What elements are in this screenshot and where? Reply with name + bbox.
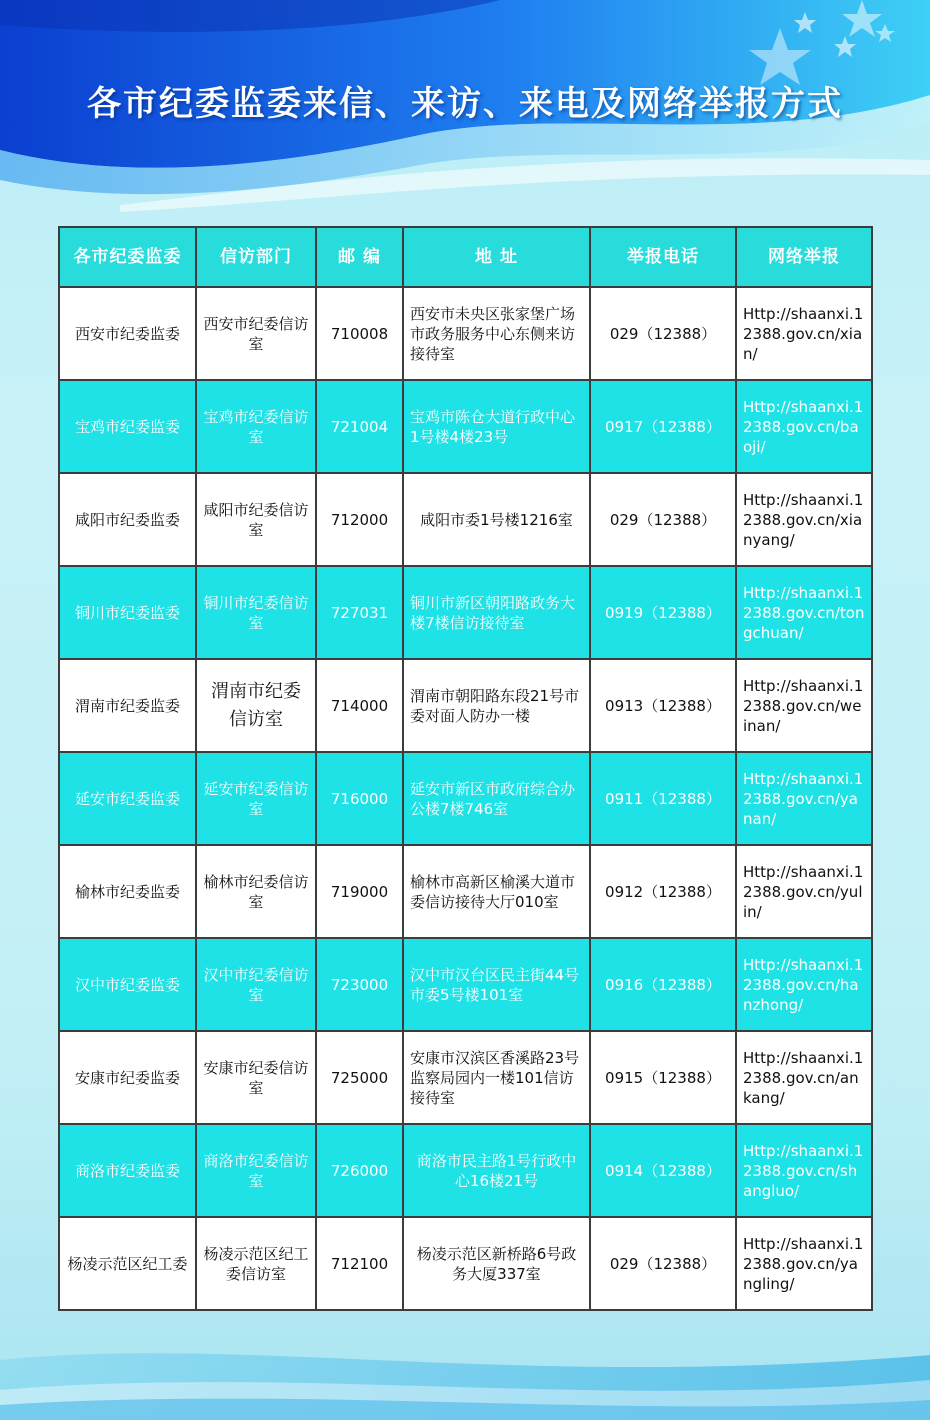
cell-address: 西安市未央区张家堡广场市政务服务中心东侧来访接待室 [403,287,590,380]
report-contacts-table-container [58,226,871,1311]
cell-address: 铜川市新区朝阳路政务大楼7楼信访接待室 [403,566,590,659]
cell-city: 榆林市纪委监委 [59,845,196,938]
cell-department: 渭南市纪委信访室 [196,659,316,752]
cell-address: 宝鸡市陈仓大道行政中心1号楼4楼23号 [403,380,590,473]
footer-background [0,1320,930,1420]
cell-address: 商洛市民主路1号行政中心16楼21号 [403,1124,590,1217]
star-icon [794,12,816,33]
cell-phone: 029（12388） [590,473,736,566]
table-row [59,473,872,566]
cell-address: 榆林市高新区榆溪大道市委信访接待大厅010室 [403,845,590,938]
table-row [59,1124,872,1217]
header-online-report: 网络举报 [736,227,872,287]
cell-city: 延安市纪委监委 [59,752,196,845]
cell-phone: 0913（12388） [590,659,736,752]
cell-city: 西安市纪委监委 [59,287,196,380]
header-phone: 举报电话 [590,227,736,287]
table-row [59,938,872,1031]
cell-phone: 0915（12388） [590,1031,736,1124]
page-title: 各市纪委监委来信、来访、来电及网络举报方式 [87,84,843,124]
cell-phone: 0917（12388） [590,380,736,473]
cell-address: 汉中市汉台区民主街44号市委5号楼101室 [403,938,590,1031]
star-icon [875,24,895,42]
cell-url-link[interactable]: Http://shaanxi.12388.gov.cn/ankang/ [736,1031,872,1124]
cell-phone: 0912（12388） [590,845,736,938]
cell-address: 延安市新区市政府综合办公楼7楼746室 [403,752,590,845]
header-city: 各市纪委监委 [59,227,196,287]
cell-url-link[interactable]: Http://shaanxi.12388.gov.cn/tongchuan/ [736,566,872,659]
cell-url-link[interactable]: Http://shaanxi.12388.gov.cn/yangling/ [736,1217,872,1310]
cell-url-link[interactable]: Http://shaanxi.12388.gov.cn/weinan/ [736,659,872,752]
cell-department: 宝鸡市纪委信访室 [196,380,316,473]
cell-city: 咸阳市纪委监委 [59,473,196,566]
cell-phone: 0911（12388） [590,752,736,845]
cell-postcode: 721004 [316,380,403,473]
cell-city: 宝鸡市纪委监委 [59,380,196,473]
cell-postcode: 719000 [316,845,403,938]
cell-url-link[interactable]: Http://shaanxi.12388.gov.cn/yulin/ [736,845,872,938]
cell-department: 咸阳市纪委信访室 [196,473,316,566]
cell-postcode: 723000 [316,938,403,1031]
table-header-row [59,227,872,287]
cell-url-link[interactable]: Http://shaanxi.12388.gov.cn/shangluo/ [736,1124,872,1217]
cell-department: 安康市纪委信访室 [196,1031,316,1124]
header-postcode: 邮 编 [316,227,403,287]
cell-postcode: 712100 [316,1217,403,1310]
cell-address: 杨凌示范区新桥路6号政务大厦337室 [403,1217,590,1310]
cell-department: 榆林市纪委信访室 [196,845,316,938]
cell-phone: 029（12388） [590,287,736,380]
table-row [59,659,872,752]
table-row [59,1217,872,1310]
table-row [59,752,872,845]
cell-city: 杨凌示范区纪工委 [59,1217,196,1310]
cell-postcode: 727031 [316,566,403,659]
report-contacts-table [58,226,873,1311]
cell-url-link[interactable]: Http://shaanxi.12388.gov.cn/yanan/ [736,752,872,845]
header-department: 信访部门 [196,227,316,287]
table-row [59,1031,872,1124]
cell-url-link[interactable]: Http://shaanxi.12388.gov.cn/xianyang/ [736,473,872,566]
cell-postcode: 714000 [316,659,403,752]
cell-url-link[interactable]: Http://shaanxi.12388.gov.cn/xian/ [736,287,872,380]
cell-address: 安康市汉滨区香溪路23号监察局园内一楼101信访接待室 [403,1031,590,1124]
cell-department: 杨凌示范区纪工委信访室 [196,1217,316,1310]
cell-city: 汉中市纪委监委 [59,938,196,1031]
cell-department: 汉中市纪委信访室 [196,938,316,1031]
table-row [59,380,872,473]
cell-phone: 0914（12388） [590,1124,736,1217]
cell-city: 商洛市纪委监委 [59,1124,196,1217]
cell-phone: 0919（12388） [590,566,736,659]
cell-city: 安康市纪委监委 [59,1031,196,1124]
header-address: 地 址 [403,227,590,287]
cell-url-link[interactable]: Http://shaanxi.12388.gov.cn/baoji/ [736,380,872,473]
cell-department: 西安市纪委信访室 [196,287,316,380]
cell-phone: 029（12388） [590,1217,736,1310]
cell-city: 渭南市纪委监委 [59,659,196,752]
cell-postcode: 716000 [316,752,403,845]
cell-postcode: 712000 [316,473,403,566]
table-row [59,566,872,659]
cell-address: 渭南市朝阳路东段21号市委对面人防办一楼 [403,659,590,752]
table-row [59,287,872,380]
cell-address: 咸阳市委1号楼1216室 [403,473,590,566]
cell-department: 商洛市纪委信访室 [196,1124,316,1217]
table-row [59,845,872,938]
cell-postcode: 725000 [316,1031,403,1124]
star-icon [834,36,856,57]
cell-url-link[interactable]: Http://shaanxi.12388.gov.cn/hanzhong/ [736,938,872,1031]
cell-department: 延安市纪委信访室 [196,752,316,845]
cell-department: 铜川市纪委信访室 [196,566,316,659]
cell-postcode: 710008 [316,287,403,380]
cell-phone: 0916（12388） [590,938,736,1031]
cell-city: 铜川市纪委监委 [59,566,196,659]
cell-postcode: 726000 [316,1124,403,1217]
